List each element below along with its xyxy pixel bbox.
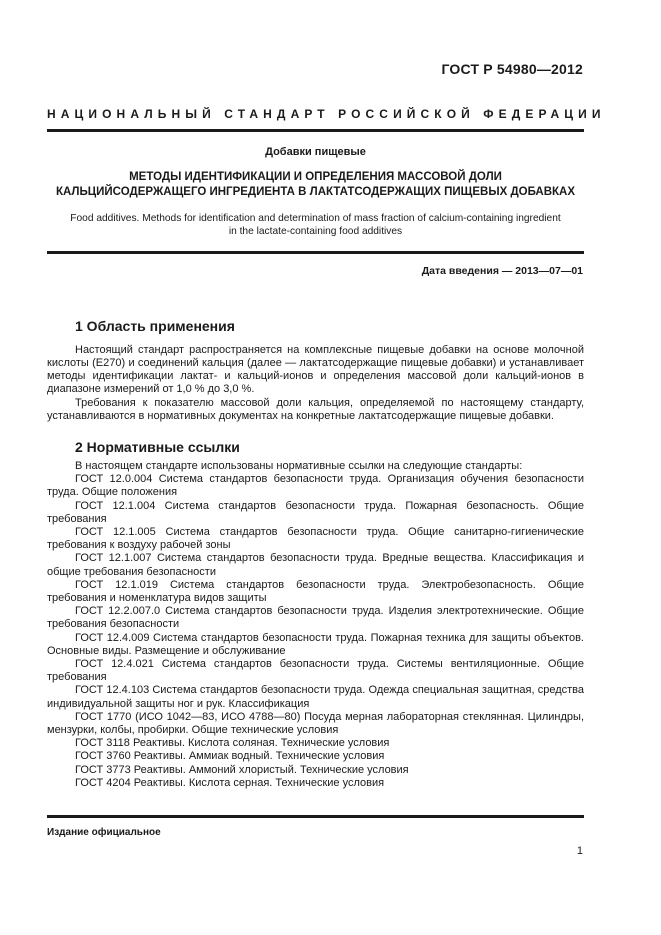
reference-item: ГОСТ 12.1.005 Система стандартов безопасности труда. Общие санитарно-гигиенические требования к воздуху рабочей зоны [47, 526, 584, 552]
official-edition-label: Издание официальное [47, 827, 161, 838]
reference-item: ГОСТ 12.1.004 Система стандартов безопасности труда. Пожарная безопасность. Общие требования [47, 499, 584, 525]
reference-item: ГОСТ 12.1.007 Система стандартов безопасности труда. Вредные вещества. Классификация и общие требования безопасности [47, 552, 584, 578]
national-standard-banner: НАЦИОНАЛЬНЫЙ СТАНДАРТ РОССИЙСКОЙ ФЕДЕРАЦИИ [47, 107, 606, 121]
normative-references [47, 460, 584, 790]
reference-item: ГОСТ 12.4.021 Система стандартов безопасности труда. Системы вентиляционные. Общие требования [47, 658, 584, 684]
subject-heading: Добавки пищевые [265, 146, 366, 158]
title-english-text: Food additives. Methods for identification and determination of mass fraction of calcium-containing ingredient in the lactate-containing food additives [70, 213, 561, 237]
reference-item: ГОСТ 12.2.007.0 Система стандартов безопасности труда. Изделия электротехнические. Общие требования безопасности [47, 605, 584, 631]
reference-item: ГОСТ 12.4.103 Система стандартов безопасности труда. Одежда специальная защитная, средства индивидуальной защиты ног и рук. Классификация [47, 684, 584, 710]
reference-item: ГОСТ 3773 Реактивы. Аммоний хлористый. Технические условия [75, 763, 409, 776]
section-2-heading: 2 Нормативные ссылки [75, 439, 240, 455]
section-1-paragraph: Требования к показателю массовой доли кальция, определяемой по настоящему стандарту, устанавливаются в нормативных документах на конкретные лактатсодержащие пищевые добавки. [47, 397, 584, 422]
reference-item: ГОСТ 4204 Реактивы. Кислота серная. Технические условия [75, 776, 385, 789]
reference-item: ГОСТ 3760 Реактивы. Аммиак водный. Технические условия [75, 750, 385, 763]
introduction-date: Дата введения — 2013—07—01 [421, 265, 583, 277]
header-divider [47, 129, 584, 132]
reference-item: ГОСТ 12.1.019 Система стандартов безопасности труда. Электробезопасность. Общие требования и номенклатура видов защиты [47, 578, 584, 605]
title-russian-text: МЕТОДЫ ИДЕНТИФИКАЦИИ И ОПРЕДЕЛЕНИЯ МАССОВОЙ ДОЛИ КАЛЬЦИЙСОДЕРЖАЩЕГО ИНГРЕДИЕНТА В ЛАКТАТСОДЕРЖАЩИХ ПИЩЕВЫХ ДОБАВКАХ [55, 171, 576, 198]
reference-item: ГОСТ 12.4.009 Система стандартов безопасности труда. Пожарная техника для защиты объектов. Основные виды. Размещение и обслуживание [47, 631, 584, 657]
reference-item: ГОСТ 12.0.004 Система стандартов безопасности труда. Организация обучения безопасности труда. Общие положения [47, 473, 584, 499]
document-code: ГОСТ Р 54980—2012 [441, 61, 583, 77]
title-divider [47, 251, 584, 254]
reference-item: ГОСТ 1770 (ИСО 1042—83, ИСО 4788—80) Посуда мерная лабораторная стеклянная. Цилиндры, мензурки, колбы, пробирки. Общие технические условия [47, 710, 584, 737]
footer-divider [47, 815, 584, 818]
references-intro: В настоящем стандарте использованы нормативные ссылки на следующие стандарты: [75, 460, 523, 472]
section-1-paragraph: Настоящий стандарт распространяется на комплексные пищевые добавки на основе молочной кислоты (Е270) и соединений кальция (далее — лактатсодержащие пищевые добавки) и устанавливает методы идентификации лактат- и кальций-ионов и определения массовой доли кальций-ионов в диапазоне измерений от 1,0 % до 3,0 %. [47, 344, 584, 395]
title-russian [47, 170, 584, 200]
title-english [47, 212, 584, 238]
section-1-heading: 1 Область применения [75, 318, 235, 334]
page-number: 1 [576, 845, 583, 857]
reference-item: ГОСТ 3118 Реактивы. Кислота соляная. Технические условия [75, 737, 390, 750]
